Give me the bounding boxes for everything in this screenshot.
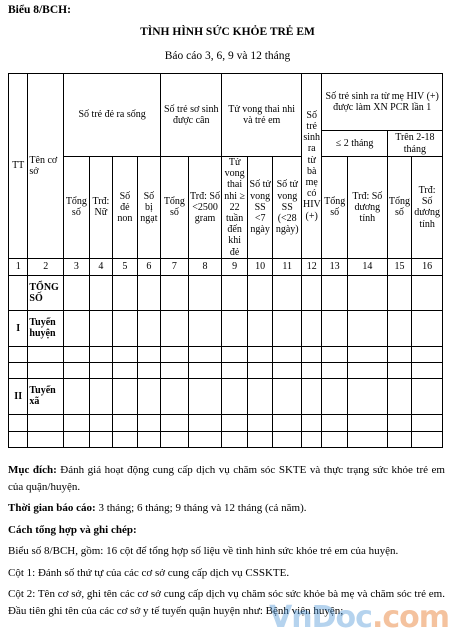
header-tong-so: Tổng số [322, 157, 348, 259]
cell[interactable] [137, 310, 161, 346]
column-number: 4 [89, 258, 112, 275]
header-de-non: Số đẻ non [113, 157, 138, 259]
column-number: 15 [387, 258, 412, 275]
row-number-ii: II [9, 378, 28, 414]
header-tv-thai-nhi: Tử vong thai nhi ≥ 22 tuần đến khi đẻ [222, 157, 248, 259]
cell[interactable] [188, 378, 222, 414]
cell[interactable] [412, 362, 443, 378]
cell[interactable] [64, 414, 90, 431]
cell[interactable] [188, 275, 222, 310]
cell[interactable] [188, 431, 222, 447]
cell[interactable] [412, 414, 443, 431]
column-number: 7 [161, 258, 189, 275]
header-tong-so: Tổng số [161, 157, 189, 259]
header-ten-co-so: Tên cơ sở [28, 74, 64, 259]
cell[interactable] [222, 431, 248, 447]
cell[interactable] [273, 346, 302, 362]
cell[interactable] [273, 310, 302, 346]
header-trd-duong-tinh: Trđ: Số dương tính [347, 157, 387, 259]
cell[interactable] [113, 346, 138, 362]
header-tt: TT [9, 74, 28, 259]
cell[interactable] [89, 275, 112, 310]
cell[interactable] [322, 275, 348, 310]
cell[interactable] [113, 431, 138, 447]
header-trd-duong-tinh: Trđ: Số dương tính [412, 157, 443, 259]
cell[interactable] [113, 362, 138, 378]
cell[interactable] [113, 378, 138, 414]
cell[interactable] [64, 362, 90, 378]
cell[interactable] [347, 431, 387, 447]
cell[interactable] [28, 346, 64, 362]
cell[interactable] [247, 310, 273, 346]
cell[interactable] [322, 362, 348, 378]
paragraph-2: Cột 1: Đánh số thứ tự của các cơ sở cung cấp dịch vụ CSSKTE. [8, 566, 290, 579]
cell[interactable] [273, 275, 302, 310]
cell[interactable] [412, 346, 443, 362]
cell[interactable] [137, 414, 161, 431]
cell[interactable] [9, 346, 28, 362]
cell[interactable] [64, 346, 90, 362]
table-row [9, 346, 443, 362]
watermark-logo [269, 600, 449, 635]
purpose-text: Đánh giá hoạt động cung cấp dịch vụ chăm sóc SKTE và thực trạng sức khỏe trẻ em của quận/huyện. [8, 464, 445, 493]
header-trd-nu: Trđ: Nữ [89, 157, 112, 259]
cell[interactable] [412, 310, 443, 346]
report-subtitle: Báo cáo 3, 6, 9 và 12 tháng [164, 50, 291, 62]
header-tv-ss-7-ngay: Số tử vong SS <7 ngày [247, 157, 273, 259]
row-tong-so: TỔNG SỐ [28, 275, 64, 310]
child-health-table [8, 73, 443, 448]
row-number-i: I [9, 310, 28, 346]
paragraph-3: Cột 2: Tên cơ sở, ghi tên các cơ sở cung cấp dịch vụ chăm sóc sức khỏe bà mẹ và chăm sóc trẻ em. Đầu tiên ghi tên của các cơ sở y tế tuyến quận huyện như: Bệnh viện huyện; [8, 588, 445, 617]
cell[interactable] [137, 431, 161, 447]
table-row [9, 414, 443, 431]
cell[interactable] [161, 431, 189, 447]
cell[interactable] [89, 310, 112, 346]
cell[interactable] [28, 414, 64, 431]
cell[interactable] [302, 431, 322, 447]
cell[interactable] [247, 346, 273, 362]
purpose-paragraph [8, 462, 445, 495]
cell[interactable] [9, 431, 28, 447]
cell[interactable] [161, 275, 189, 310]
header-tre-de-ra-song: Số trẻ đẻ ra sống [64, 74, 161, 157]
cell[interactable] [28, 431, 64, 447]
report-title: TÌNH HÌNH SỨC KHỎE TRẺ EM [140, 26, 315, 38]
column-number: 11 [273, 258, 302, 275]
cell[interactable] [161, 378, 189, 414]
cell[interactable] [188, 414, 222, 431]
header-tre-sinh-me-hiv: Số trẻ sinh ra từ bà mẹ có HIV (+) [302, 74, 322, 259]
paragraph-1: Biểu số 8/BCH, gồm: 16 cột để tổng hợp số liệu về tình hình sức khỏe trẻ em của huyện. [8, 545, 399, 557]
cell[interactable] [89, 414, 112, 431]
column-number: 14 [347, 258, 387, 275]
cell[interactable] [9, 414, 28, 431]
column-number: 3 [64, 258, 90, 275]
header-tre-so-sinh-duoc-can: Số trẻ sơ sinh được cân [161, 74, 222, 157]
cell[interactable] [347, 310, 387, 346]
cell[interactable] [64, 275, 90, 310]
cell[interactable] [247, 275, 273, 310]
period-text: 3 tháng; 6 tháng; 9 tháng và 12 tháng (cả năm). [95, 502, 307, 514]
cell[interactable] [137, 362, 161, 378]
cell[interactable] [412, 378, 443, 414]
row-tuyen-xa: Tuyến xã [28, 378, 64, 414]
cell[interactable] [161, 414, 189, 431]
column-number: 5 [113, 258, 138, 275]
cell[interactable] [347, 414, 387, 431]
cell[interactable] [137, 346, 161, 362]
cell[interactable] [89, 346, 112, 362]
cell[interactable] [64, 378, 90, 414]
method-heading-text: Cách tổng hợp và ghi chép: [8, 523, 137, 536]
cell[interactable] [113, 414, 138, 431]
cell[interactable] [9, 362, 28, 378]
cell[interactable] [247, 378, 273, 414]
cell[interactable] [387, 414, 412, 431]
table-row [9, 362, 443, 378]
cell[interactable] [302, 362, 322, 378]
column-number: 9 [222, 258, 248, 275]
cell[interactable] [188, 362, 222, 378]
watermark-part-2: .com [371, 600, 449, 635]
cell[interactable] [302, 275, 322, 310]
cell[interactable] [222, 346, 248, 362]
column-number: 16 [412, 258, 443, 275]
cell[interactable] [412, 275, 443, 310]
header-tv-ss-28-ngay: Số tử vong SS (<28 ngày) [273, 157, 302, 259]
cell[interactable] [247, 431, 273, 447]
cell[interactable] [387, 431, 412, 447]
purpose-label: Mục đích: [8, 464, 57, 476]
cell[interactable] [273, 414, 302, 431]
header-tren-2-18-thang: Trên 2-18 tháng [387, 131, 442, 157]
column-number: 10 [247, 258, 273, 275]
column-number: 2 [28, 258, 64, 275]
cell[interactable] [347, 362, 387, 378]
cell[interactable] [322, 310, 348, 346]
header-tong-so: Tổng số [64, 157, 90, 259]
period-paragraph [8, 500, 445, 517]
cell[interactable] [137, 378, 161, 414]
period-label: Thời gian báo cáo: [8, 502, 96, 514]
header-trd-2500-gram: Trđ: Số <2500 gram [188, 157, 222, 259]
header-le-2-thang: ≤ 2 tháng [322, 131, 387, 157]
cell[interactable] [89, 362, 112, 378]
column-number: 12 [302, 258, 322, 275]
cell[interactable] [322, 378, 348, 414]
table-row [9, 431, 443, 447]
cell[interactable] [161, 310, 189, 346]
cell[interactable] [273, 378, 302, 414]
cell[interactable] [412, 431, 443, 447]
cell[interactable] [64, 310, 90, 346]
cell[interactable] [387, 362, 412, 378]
column-number: 1 [9, 258, 28, 275]
cell[interactable] [222, 310, 248, 346]
cell[interactable] [302, 378, 322, 414]
cell[interactable] [247, 362, 273, 378]
cell[interactable] [302, 310, 322, 346]
cell[interactable] [302, 346, 322, 362]
cell[interactable] [222, 378, 248, 414]
cell[interactable] [387, 275, 412, 310]
cell[interactable] [161, 346, 189, 362]
cell[interactable] [137, 275, 161, 310]
cell[interactable] [64, 431, 90, 447]
cell[interactable] [322, 414, 348, 431]
cell[interactable] [273, 362, 302, 378]
cell[interactable] [302, 414, 322, 431]
cell[interactable] [89, 431, 112, 447]
cell[interactable] [113, 275, 138, 310]
cell[interactable] [347, 275, 387, 310]
cell[interactable] [89, 378, 112, 414]
header-bi-ngat: Số bị ngạt [137, 157, 161, 259]
cell[interactable] [273, 431, 302, 447]
cell[interactable] [222, 414, 248, 431]
watermark-part-1: VnDoc [269, 600, 372, 635]
cell[interactable] [28, 362, 64, 378]
column-number: 8 [188, 258, 222, 275]
method-heading [8, 522, 445, 539]
cell[interactable] [9, 275, 28, 310]
form-code: Biểu 8/BCH: [8, 4, 71, 16]
cell[interactable] [387, 378, 412, 414]
cell[interactable] [113, 310, 138, 346]
cell[interactable] [322, 346, 348, 362]
cell[interactable] [387, 346, 412, 362]
cell[interactable] [247, 414, 273, 431]
cell[interactable] [161, 362, 189, 378]
header-tong-so: Tổng số [387, 157, 412, 259]
cell[interactable] [347, 346, 387, 362]
cell[interactable] [188, 346, 222, 362]
cell[interactable] [222, 275, 248, 310]
cell[interactable] [322, 431, 348, 447]
column-number: 6 [137, 258, 161, 275]
cell[interactable] [347, 378, 387, 414]
column-number: 13 [322, 258, 348, 275]
cell[interactable] [188, 310, 222, 346]
cell[interactable] [387, 310, 412, 346]
header-xn-pcr: Số trẻ sinh ra từ mẹ HIV (+) được làm XN PCR lần 1 [322, 74, 443, 131]
row-tuyen-huyen: Tuyến huyện [28, 310, 64, 346]
header-tu-vong: Tử vong thai nhi và trẻ em [222, 74, 302, 157]
cell[interactable] [222, 362, 248, 378]
